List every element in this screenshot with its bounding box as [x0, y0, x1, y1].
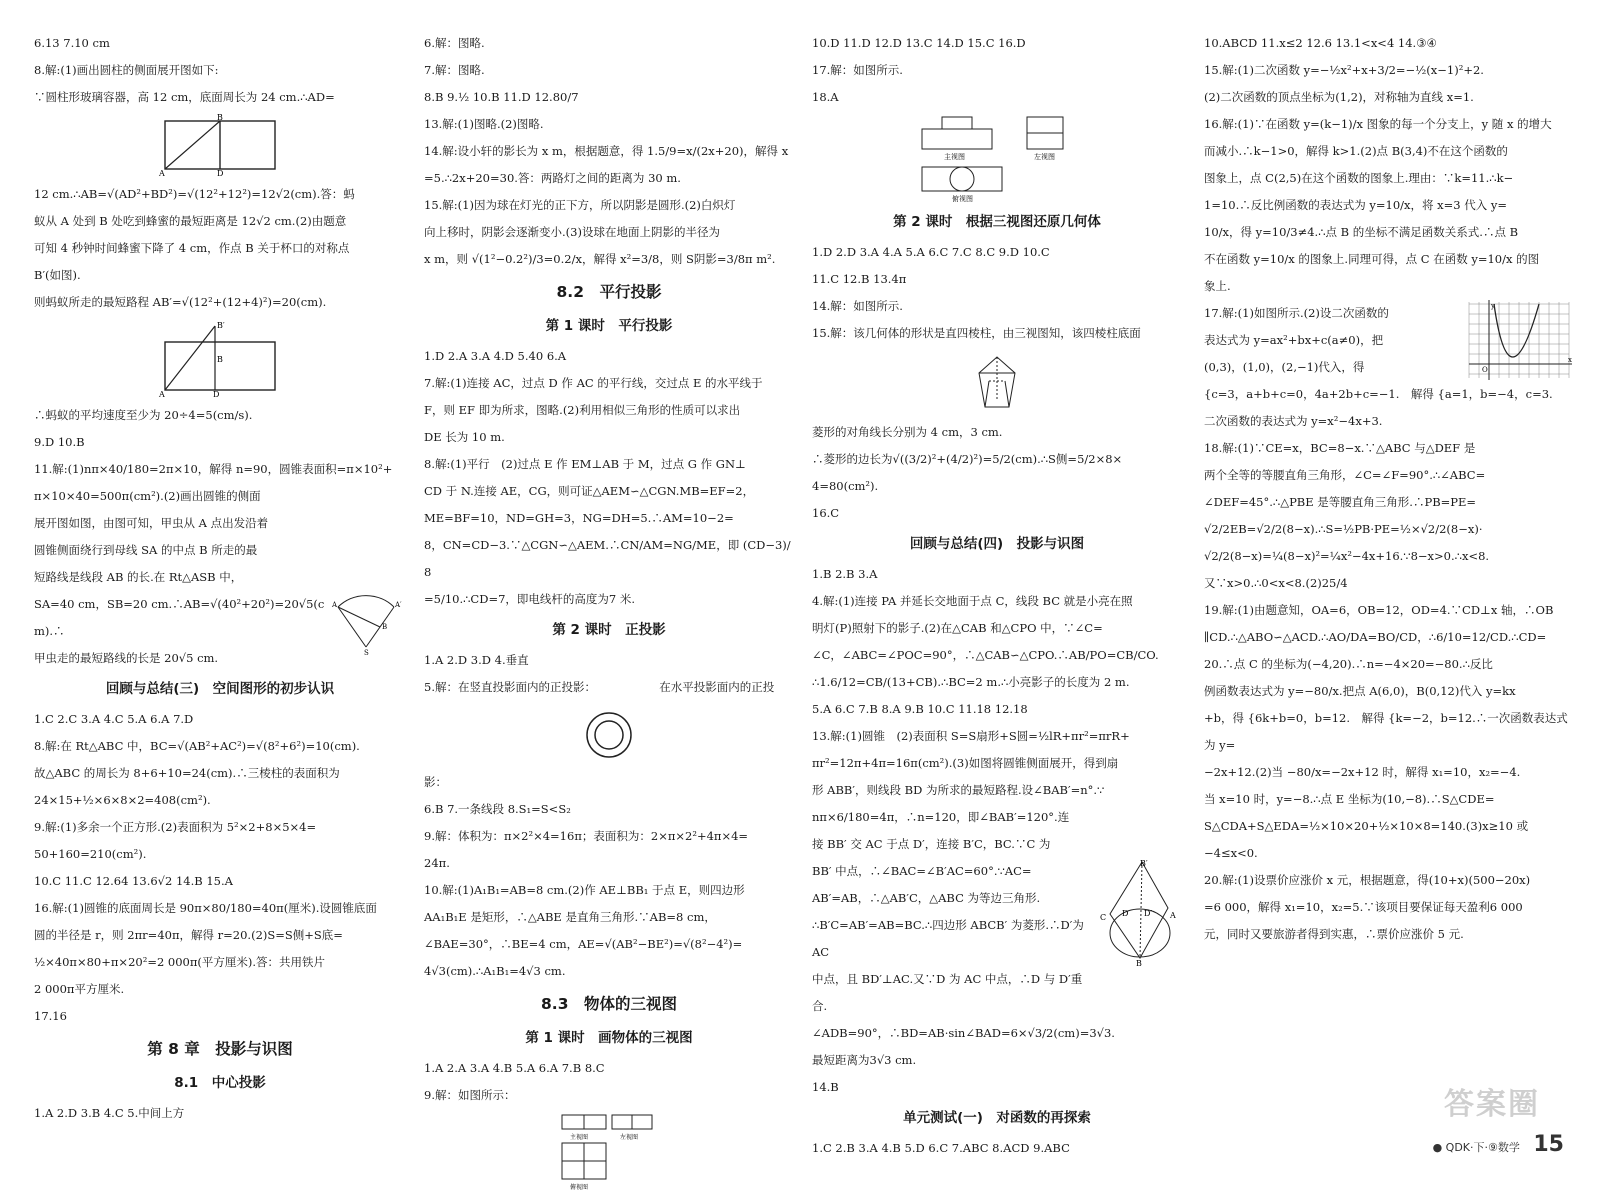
answer-line: =6 000，解得 x₁=10，x₂=5.∵该项目要保证每天盈利6 000 — [1204, 900, 1523, 914]
answer-line: 故△ABC 的周长为 8+6+10=24(cm).∴三棱柱的表面积为 — [34, 766, 340, 780]
column-1 — [34, 30, 406, 1127]
answer-line: 11.解:(1)nπ×40/180=2π×10，解得 n=90，圆锥表面积=π×10²+ — [34, 462, 393, 476]
answer-line: 8.B 9.½ 10.B 11.D 12.80/7 — [424, 90, 579, 104]
svg-text:C: C — [1100, 913, 1107, 922]
figure-projection-ring — [579, 705, 639, 765]
answer-line: 9.解：体积为：π×2²×4=16π；表面积为：2×π×2²+4π×4= — [424, 829, 749, 843]
figure-parabola — [1464, 300, 1574, 380]
answer-line: 6.13 7.10 cm — [34, 36, 110, 50]
answer-line: 1.A 2.A 3.A 4.B 5.A 6.A 7.B 8.C — [424, 1061, 605, 1075]
answer-line: 24×15+½×6×8×2=408(cm²). — [34, 793, 211, 807]
svg-text:B: B — [382, 623, 388, 631]
answer-line: 9.D 10.B — [34, 435, 85, 449]
answer-line: 向上移时，阴影会逐渐变小.(3)设球在地面上阴影的半径为 — [424, 225, 720, 239]
answer-line: 7.解：图略. — [424, 63, 485, 77]
answer-line: ∠C，∠ABC=∠POC=90°，∴△CAB∽△CPO.∴AB/PO=CB/CO. — [812, 648, 1159, 662]
answer-line: DE 长为 10 m. — [424, 430, 505, 444]
answer-line: 16.解:(1)∵在函数 y=(k−1)/x 图象的每一个分支上，y 随 x 的增大 — [1204, 117, 1552, 131]
answer-line: 则蚂蚁所走的最短路程 AB′=√(12²+(12+4)²)=20(cm). — [34, 295, 327, 309]
answer-line: 5.解：在竖直投影面内的正投影： 在水平投影面内的正投 — [424, 680, 775, 694]
chapter-heading: 8.3 物体的三视图 — [541, 995, 677, 1013]
answer-line: 7.解:(1)连接 AC，过点 D 作 AC 的平行线，交过点 E 的水平线于 — [424, 376, 763, 390]
answer-line: 接 BB′ 交 AC 于点 D′，连接 B′C，BC.∵C 为 — [812, 837, 1051, 851]
svg-text:S: S — [364, 649, 369, 657]
page-footer — [1433, 1132, 1564, 1157]
svg-text:x: x — [1568, 356, 1572, 364]
answer-line: 6.B 7.一条线段 8.S₁=S<S₂ — [424, 802, 571, 816]
answer-line: 可知 4 秒钟时间蜂蜜下降了 4 cm，作点 B 关于杯口的对称点 — [34, 241, 350, 255]
svg-text:B′: B′ — [1140, 859, 1148, 868]
answer-line: 最短距离为3√3 cm. — [812, 1053, 917, 1067]
section-heading: 8.1 中心投影 — [174, 1075, 266, 1091]
answer-line: 中点，且 BD′⊥AC.又∵D 为 AC 中点，∴D 与 D′重合. — [812, 972, 1083, 1013]
svg-text:D′: D′ — [1144, 909, 1153, 918]
answer-line: 1.D 2.A 3.A 4.D 5.40 6.A — [424, 349, 567, 363]
svg-text:俯视图: 俯视图 — [570, 1184, 589, 1191]
chapter-heading: 8.2 平行投影 — [556, 283, 662, 301]
answer-line: 元，同时又要旅游者得到实惠，∴票价应涨价 5 元. — [1204, 927, 1464, 941]
answer-line: 短路线是线段 AB 的长.在 Rt△ASB 中， — [34, 570, 243, 584]
answer-line: 影： — [424, 775, 447, 789]
figure-cylinder-reflect — [155, 320, 285, 398]
section-heading: 第 1 课时 画物体的三视图 — [525, 1030, 693, 1046]
page-number: 15 — [1533, 1132, 1564, 1157]
answer-line: 菱形的对角线长分别为 4 cm，3 cm. — [812, 425, 1003, 439]
answer-line: 明灯(P)照射下的影子.(2)在△CAB 和△CPO 中，∵∠C= — [812, 621, 1103, 635]
answer-line: √2/2(8−x)=¼(8−x)²=¼x²−4x+16.∵8−x>0.∴x<8. — [1204, 549, 1490, 563]
svg-text:A′: A′ — [395, 601, 402, 609]
section-heading: 第 2 课时 正投影 — [552, 622, 666, 638]
column-3 — [812, 30, 1182, 1162]
answer-line: √2/2EB=√2/2(8−x).∴S=½PB·PE=½×√2/2(8−x)· — [1204, 522, 1483, 536]
answer-line: 15.解:(1)二次函数 y=−½x²+x+3/2=−½(x−1)²+2. — [1204, 63, 1484, 77]
answer-line: 15.解：该几何体的形状是直四棱柱，由三视图知，该四棱柱底面 — [812, 326, 1141, 340]
answer-line: 例函数表达式为 y=−80/x.把点 A(6,0)，B(0,12)代入 y=kx — [1204, 684, 1516, 698]
answer-line: 50+160=210(cm²). — [34, 847, 147, 861]
answer-line: ∴菱形的边长为√((3/2)²+(4/2)²)=5/2(cm).∴S侧=5/2×8× — [812, 452, 1123, 466]
svg-text:左视图: 左视图 — [1034, 153, 1055, 161]
section-heading: 第 2 课时 根据三视图还原几何体 — [893, 214, 1101, 230]
answer-line: nπ×6/180=4π，∴n=120，即∠BAB′=120°.连 — [812, 810, 1070, 824]
answer-line: ∴1.6/12=CB/(13+CB).∴BC=2 m.∴小亮影子的长度为 2 m. — [812, 675, 1130, 689]
answer-line: 9.解：如图所示： — [424, 1088, 516, 1102]
answer-line: +b，得 {6k+b=0，b=12. 解得 {k=−2，b=12.∴一次函数表达式为 y= — [1204, 711, 1568, 752]
answer-line: 两个全等的等腰直角三角形，∠C=∠F=90°.∴∠ABC= — [1204, 468, 1486, 482]
answer-line: 14.B — [812, 1080, 839, 1094]
answer-line: 18.A — [812, 90, 839, 104]
answer-line: 1.A 2.D 3.B 4.C 5.中间上方 — [34, 1106, 185, 1120]
answer-line: 20.∴点 C 的坐标为(−4,20).∴n=−4×20=−80.∴反比 — [1204, 657, 1493, 671]
svg-text:B: B — [217, 113, 223, 122]
answer-line: 2 000π平方厘米. — [34, 982, 125, 996]
answer-line: 展开图如图，由图可知，甲虫从 A 点出发沿着 — [34, 516, 269, 530]
answer-line: πr²=12π+4π=16π(cm²).(3)如图将圆锥侧面展开，得到扇 — [812, 756, 1119, 770]
svg-text:D: D — [1122, 909, 1129, 918]
section-heading: 回顾与总结(三) 空间图形的初步认识 — [105, 681, 335, 697]
section-heading: 单元测试(一) 对函数的再探索 — [903, 1110, 1091, 1126]
answer-line: 1=10.∴反比例函数的表达式为 y=10/x，将 x=3 代入 y= — [1204, 198, 1508, 212]
figure-prism — [967, 351, 1027, 415]
answer-line: 1.B 2.B 3.A — [812, 567, 878, 581]
answer-line: 15.解:(1)因为球在灯光的正下方，所以阴影是圆形.(2)白炽灯 — [424, 198, 736, 212]
svg-text:A: A — [332, 601, 338, 609]
answer-line: ½×40π×80+π×20²=2 000π(平方厘米).答：共用铁片 — [34, 955, 326, 969]
answer-line: −2x+12.(2)当 −80/x=−2x+12 时，解得 x₁=10，x₂=−4. — [1204, 765, 1521, 779]
answer-line: 甲虫走的最短路线的长是 20√5 cm. — [34, 651, 219, 665]
answer-line: 不在函数 y=10/x 的图象上.同理可得，点 C 在函数 y=10/x 的图 — [1204, 252, 1540, 266]
answer-line: 又∵x>0.∴0<x<8.(2)25/4 — [1204, 576, 1348, 590]
answer-line: S△CDA+S△EDA=½×10×20+½×10×8=140.(3)x≥10 或 — [1204, 819, 1529, 833]
svg-text:D: D — [217, 169, 224, 178]
column-4 — [1204, 30, 1574, 948]
svg-text:B: B — [217, 355, 223, 364]
answer-line: 图象上，点 C(2,5)在这个函数的图象上.理由：∵k=11.∴k− — [1204, 171, 1514, 185]
answer-line: 13.解:(1)图略.(2)图略. — [424, 117, 544, 131]
svg-text:A: A — [159, 390, 165, 399]
answer-line: 1.A 2.D 3.D 4.垂直 — [424, 653, 529, 667]
answer-line: 10/x，得 y=10/3≠4.∴点 B 的坐标不满足函数关系式.∴点 B — [1204, 225, 1519, 239]
answer-line: 16.C — [812, 506, 840, 520]
answer-line: 8.解:(1)平行 (2)过点 E 作 EM⊥AB 于 M，过点 G 作 GN⊥ — [424, 457, 746, 471]
answer-line: B′(如图). — [34, 268, 81, 282]
answer-line: 1.C 2.C 3.A 4.C 5.A 6.A 7.D — [34, 712, 194, 726]
section-heading: 回顾与总结(四) 投影与识图 — [909, 536, 1085, 552]
answer-line: 14.解：如图所示. — [812, 299, 903, 313]
figure-cone-sector — [332, 591, 402, 657]
figure-three-views-9 — [554, 1113, 664, 1191]
answer-line: 蚁从 A 处到 B 处吃到蜂蜜的最短距离是 12√2 cm.(2)由题意 — [34, 214, 347, 228]
answer-line: 8，CN=CD−3.∵△CGN∽△AEM.∴CN/AM=NG/ME，即 (CD−3)/8 — [424, 538, 791, 579]
figure-cylinder-unfold — [155, 115, 285, 177]
answer-line: 24π. — [424, 856, 450, 870]
chapter-heading: 第 8 章 投影与识图 — [147, 1040, 293, 1058]
answer-line: 17.16 — [34, 1009, 67, 1023]
answer-line: 18.解:(1)∵CE=x，BC=8−x.∵△ABC 与△DEF 是 — [1204, 441, 1476, 455]
answer-line: =5/10.∴CD=7，即电线杆的高度为7 米. — [424, 592, 636, 606]
answer-line: 8.解:(1)画出圆柱的侧面展开图如下: — [34, 63, 219, 77]
watermark: 答案圈 — [1444, 1087, 1540, 1122]
answer-line: BB′ 中点，∴∠BAC=∠B′AC=60°.∵AC= — [812, 864, 1032, 878]
section-heading: 第 1 课时 平行投影 — [545, 318, 673, 334]
answer-line: 17.解:(1)如图所示.(2)设二次函数的 — [1204, 306, 1389, 320]
svg-text:主视图: 主视图 — [944, 153, 965, 161]
answer-line: F，则 EF 即为所求，图略.(2)利用相似三角形的性质可以求出 — [424, 403, 741, 417]
answer-line: 14.解:设小轩的影长为 x m，根据题意，得 1.5/9=x/(2x+20)，解得 x — [424, 144, 789, 158]
answer-line: 二次函数的表达式为 y=x²−4x+3. — [1204, 414, 1383, 428]
answer-line: 16.解:(1)圆锥的底面周长是 90π×80/180=40π(厘米).设圆锥底面 — [34, 901, 377, 915]
edition-label: ● QDK·下·⑨数学 — [1432, 1141, 1520, 1154]
answer-line: 8.解:在 Rt△ABC 中，BC=√(AB²+AC²)=√(8²+6²)=10(cm). — [34, 739, 360, 753]
answer-line: =5.∴2x+20=30.答：两路灯之间的距离为 30 m. — [424, 171, 681, 185]
answer-line: 13.解:(1)圆锥 (2)表面积 S=S扇形+S圆=½lR+πr²=πrR+ — [812, 729, 1130, 743]
answer-line: ME=BF=10，ND=GH=3，NG=DH=5.∴AM=10−2= — [424, 511, 734, 525]
svg-text:A: A — [159, 169, 165, 178]
answer-line: 19.解:(1)由题意知，OA=6，OB=12，OD=4.∵CD⊥x 轴，∴OB — [1204, 603, 1554, 617]
answer-line: 20.解:(1)设票价应涨价 x 元，根据题意，得(10+x)(500−20x) — [1204, 873, 1531, 887]
answer-line: {c=3，a+b+c=0，4a+2b+c=−1. 解得 {a=1，b=−4，c=3. — [1204, 387, 1553, 401]
answer-line: 10.解:(1)A₁B₁=AB=8 cm.(2)作 AE⊥BB₁ 于点 E，则四边形 — [424, 883, 745, 897]
answer-line: AA₁B₁E 是矩形，∴△ABE 是直角三角形.∵AB=8 cm， — [424, 910, 716, 924]
svg-text:D: D — [213, 390, 220, 399]
answer-line: 11.C 12.B 13.4π — [812, 272, 907, 286]
answer-line: 10.C 11.C 12.64 13.6√2 14.B 15.A — [34, 874, 233, 888]
svg-text:俯视图: 俯视图 — [952, 195, 973, 203]
answer-line: 17.解：如图所示. — [812, 63, 903, 77]
answer-line: 6.解：图略. — [424, 36, 485, 50]
answer-line: 5.A 6.C 7.B 8.A 9.B 10.C 11.18 12.18 — [812, 702, 1028, 716]
answer-line: ∴蚂蚁的平均速度至少为 20÷4=5(cm/s). — [34, 408, 253, 422]
answer-line: 表达式为 y=ax²+bx+c(a≠0)，把 — [1204, 333, 1384, 347]
answer-line: 1.D 2.D 3.A 4.A 5.A 6.C 7.C 8.C 9.D 10.C — [812, 245, 1050, 259]
answer-line: SA=40 cm，SB=20 cm.∴AB=√(40²+20²)=20√5(cm).∴ — [34, 597, 325, 638]
svg-text:A: A — [1170, 911, 1176, 920]
answer-line: AB′=AB，∴△AB′C，△ABC 为等边三角形. — [812, 891, 1041, 905]
answer-line: 9.解:(1)多余一个正方形.(2)表面积为 5²×2+8×5×4= — [34, 820, 317, 834]
answer-line: 12 cm.∴AB=√(AD²+BD²)=√(12²+12²)=12√2(cm).答：蚂 — [34, 187, 355, 201]
answer-line: CD 于 N.连接 AE，CG，则可证△AEM∽△CGN.MB=EF=2， — [424, 484, 755, 498]
answer-line: 当 x=10 时，y=−8.∴点 E 坐标为(10,−8).∴S△CDE= — [1204, 792, 1495, 806]
answer-line: 圆的半径是 r，则 2πr=40π，解得 r=20.(2)S=S侧+S底= — [34, 928, 343, 942]
answer-line: 4.解:(1)连接 PA 并延长交地面于点 C，线段 BC 就是小亮在照 — [812, 594, 1133, 608]
answer-line: 圆锥侧面绕行到母线 SA 的中点 B 所走的最 — [34, 543, 258, 557]
svg-text:主视图: 主视图 — [570, 1134, 589, 1141]
figure-three-views-17 — [912, 115, 1082, 203]
answer-line: ∴B′C=AB′=AB=BC.∴四边形 ABCB′ 为菱形.∴D′为 AC — [812, 918, 1084, 959]
answer-line: ∠BAE=30°，∴BE=4 cm，AE=√(AB²−BE²)=√(8²−4²)= — [424, 937, 743, 951]
answer-line: 10.D 11.D 12.D 13.C 14.D 15.C 16.D — [812, 36, 1026, 50]
answer-line: 形 ABB′，则线段 BD 为所求的最短路程.设∠BAB′=n°.∵ — [812, 783, 1105, 797]
answer-line: 4=80(cm²). — [812, 479, 879, 493]
answer-line: ∵圆柱形玻璃容器，高 12 cm，底面周长为 24 cm.∴AD= — [34, 90, 335, 104]
answer-line: 4√3(cm).∴A₁B₁=4√3 cm. — [424, 964, 566, 978]
answer-line: ∥CD.∴△ABO∽△ACD.∴AO/DA=BO/CD，∴6/10=12/CD.∴CD= — [1204, 630, 1547, 644]
answer-line: ∠DEF=45°.∴△PBE 是等腰直角三角形.∴PB=PE= — [1204, 495, 1477, 509]
answer-line: −4≤x<0. — [1204, 846, 1258, 860]
answer-line: 象上. — [1204, 279, 1231, 293]
column-2 — [424, 30, 794, 1195]
svg-text:y: y — [1491, 302, 1495, 310]
svg-text:O: O — [1482, 366, 1488, 374]
svg-text:B: B — [1136, 959, 1142, 968]
answer-line: 1.C 2.B 3.A 4.B 5.D 6.C 7.ABC 8.ACD 9.ABC — [812, 1141, 1070, 1155]
answer-line: 而减小.∴k−1>0，解得 k>1.(2)点 B(3,4)不在这个函数的 — [1204, 144, 1508, 158]
answer-line: (2)二次函数的顶点坐标为(1,2)，对称轴为直线 x=1. — [1204, 90, 1474, 104]
answer-line: π×10×40=500π(cm²).(2)画出圆锥的侧面 — [34, 489, 261, 503]
answer-line: 10.ABCD 11.x≤2 12.6 13.1<x<4 14.③④ — [1204, 36, 1437, 50]
answer-line: ∠ADB=90°，∴BD=AB·sin∠BAD=6×√3/2(cm)=3√3. — [812, 1026, 1115, 1040]
svg-text:左视图: 左视图 — [620, 1134, 639, 1141]
answer-line: x m，则 √(1²−0.2²)/3=0.2/x，解得 x²=3/8，则 S阴影=3/8π m². — [424, 252, 776, 266]
answer-line: (0,3)，(1,0)，(2,−1)代入，得 — [1204, 360, 1365, 374]
svg-text:B′: B′ — [217, 321, 225, 330]
figure-cone-unfold — [1092, 858, 1182, 968]
